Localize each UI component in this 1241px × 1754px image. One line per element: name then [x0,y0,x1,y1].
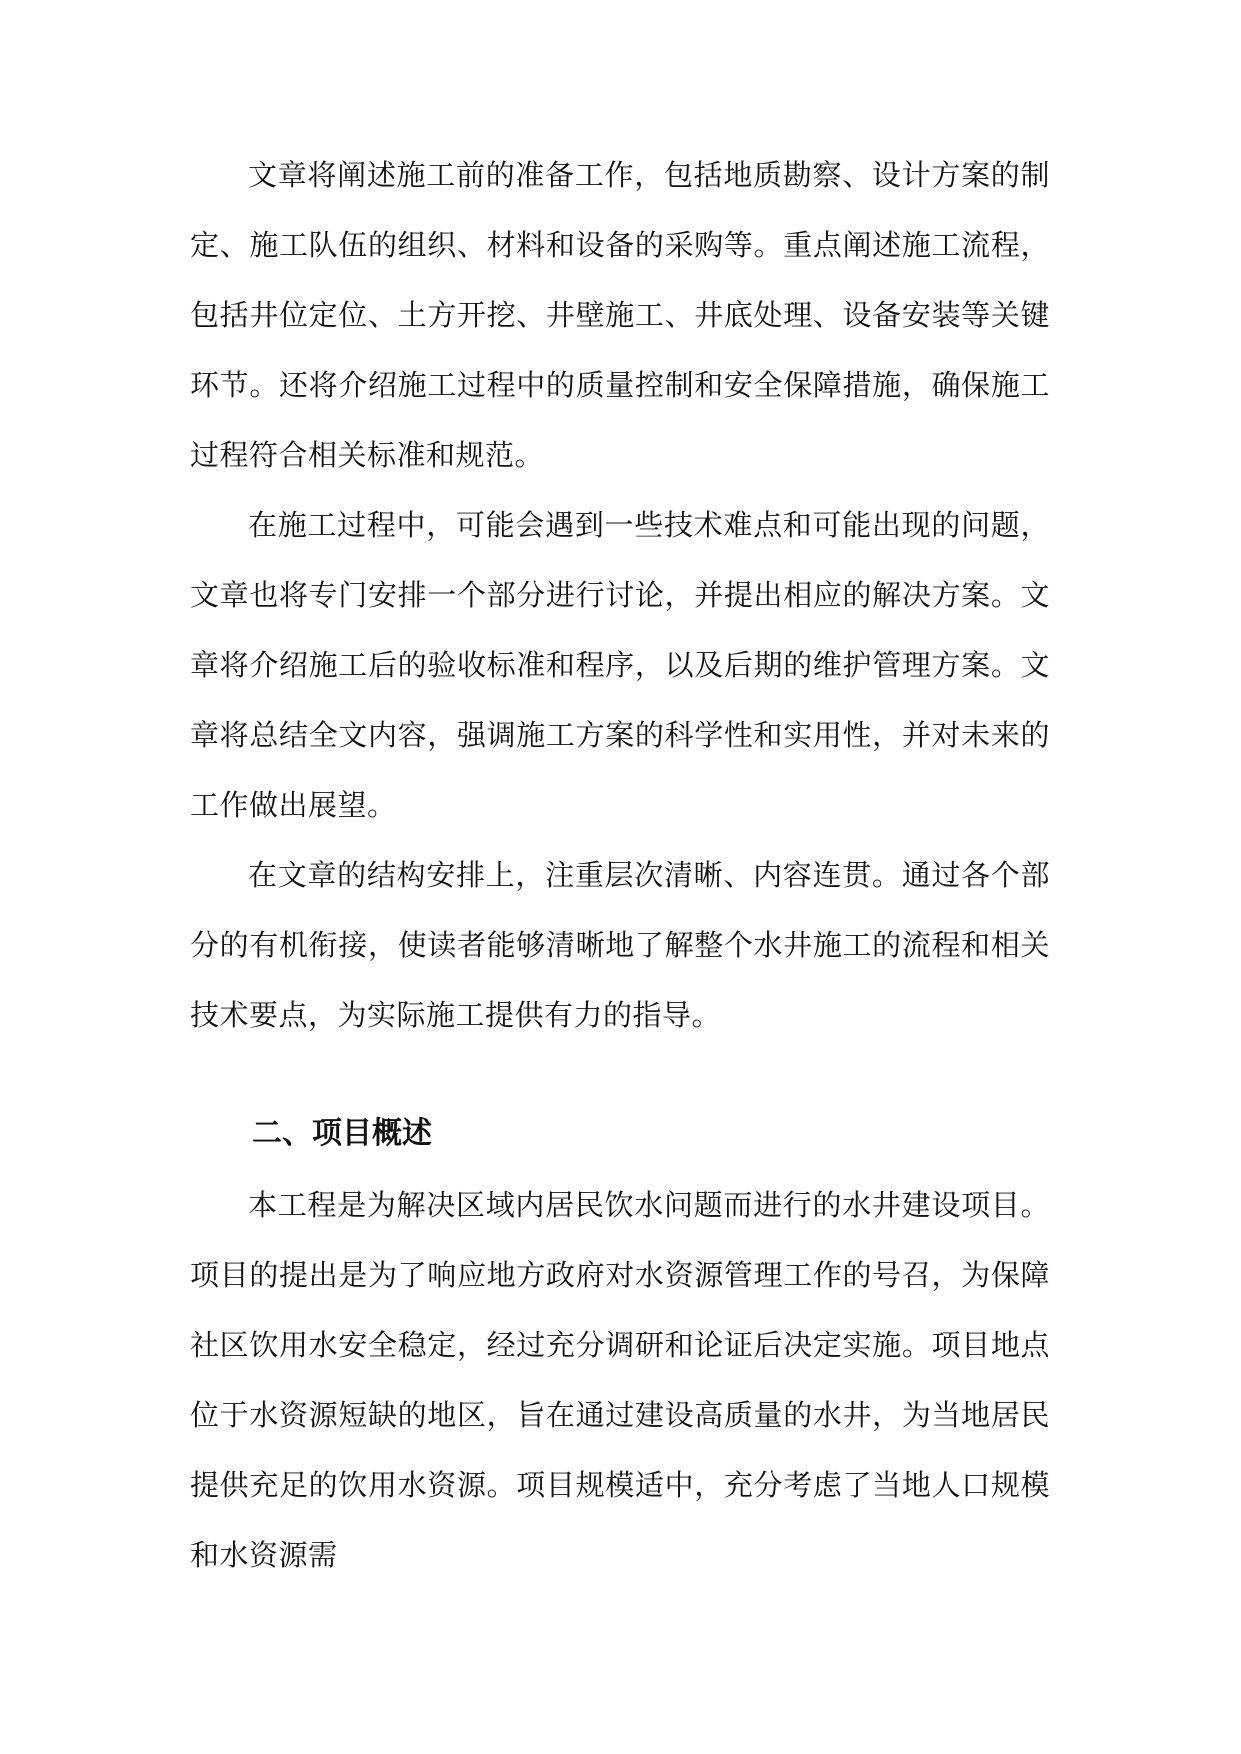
paragraph-project-overview: 本工程是为解决区域内居民饮水问题而进行的水井建设项目。项目的提出是为了响应地方政府对水资源管理工作的号召，为保障社区饮用水安全稳定，经过充分调研和论证后决定实施。项目地点位于水资源短缺的地区，旨在通过建设高质量的水井，为当地居民提供充足的饮用水资源。项目规模适中，充分考虑了当地人口规模和水资源需 [190,1188,1050,1572]
paragraph-intro-difficulties: 在施工过程中，可能会遇到一些技术难点和可能出现的问题，文章也将专门安排一个部分进行讨论，并提出相应的解决方案。文章将介绍施工后的验收标准和程序，以及后期的维护管理方案。文章将总结全文内容，强调施工方案的科学性和实用性，并对未来的工作做出展望。 [190,508,1050,822]
document-body [190,140,1050,1590]
paragraph-intro-preparation: 文章将阐述施工前的准备工作，包括地质勘察、设计方案的制定、施工队伍的组织、材料和设备的采购等。重点阐述施工流程，包括井位定位、土方开挖、井壁施工、井底处理、设备安装等关键环节。还将介绍施工过程中的质量控制和安全保障措施，确保施工过程符合相关标准和规范。 [190,158,1050,472]
paragraph-intro-structure: 在文章的结构安排上，注重层次清晰、内容连贯。通过各个部分的有机衔接，使读者能够清晰地了解整个水井施工的流程和相关技术要点，为实际施工提供有力的指导。 [190,858,1050,1032]
section-heading-project-overview: 二、项目概述 [252,1116,432,1151]
